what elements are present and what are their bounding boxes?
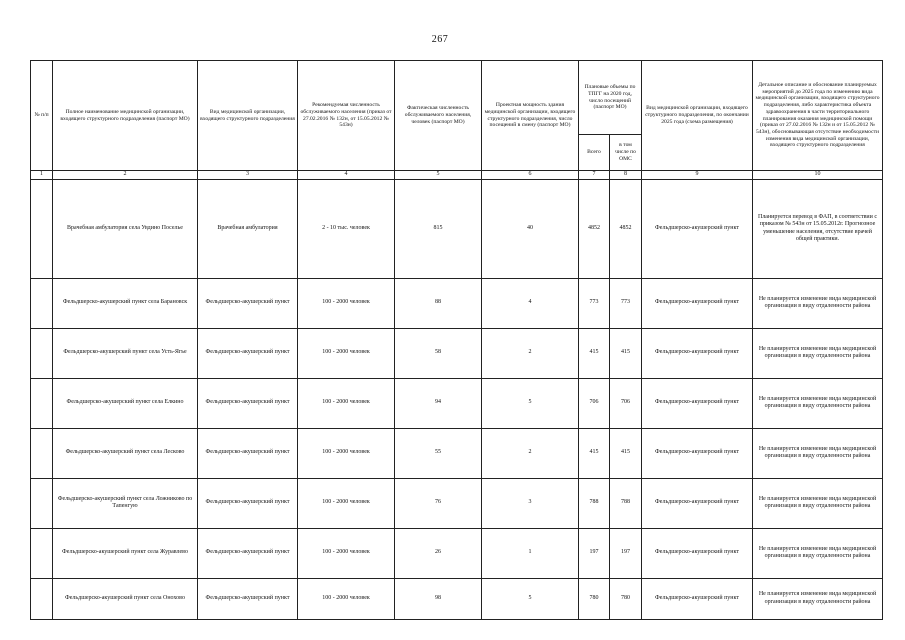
- visits-total-cell: 788: [579, 478, 610, 528]
- facility-type-2025-cell: Фельдшерско-акушерский пункт: [642, 478, 753, 528]
- visits-oms-cell: 4852: [610, 179, 642, 278]
- planned-measures-cell: Не планируется изменение вида медицинской организации в виду отдаленности района: [753, 428, 883, 478]
- column-number: 10: [753, 171, 883, 180]
- actual-population-cell: 26: [395, 528, 482, 578]
- visits-total-cell: 197: [579, 528, 610, 578]
- facility-name-cell: Фельдшерско-акушерский пункт села Барановск: [53, 278, 198, 328]
- table-row: [31, 428, 883, 478]
- page-number: 267: [431, 34, 449, 45]
- actual-population-cell: 88: [395, 278, 482, 328]
- header-description: Детальное описание и обоснование планируемых мероприятий до 2025 года по изменению вида медицинской организации, входящего структурного подразделения, либо характеристика объекта здравоохранения в части территориального планирования оказания медицинской помощи (приказ от 27.02.2016 № 132н и от 15.05.2012 № 543н), обосновывающая отсутствие необходимости изменения вида медицинской организации, входящего структурного подразделения: [753, 61, 883, 171]
- recommended-population-cell: 100 - 2000 человек: [298, 328, 395, 378]
- header-planned-volumes: Плановые объемы по ТПГГ на 2020 год, число посещений (паспорт МО): [579, 61, 642, 135]
- facility-type-cell: Фельдшерско-акушерский пункт: [198, 578, 298, 619]
- header-total: Всего: [579, 135, 610, 171]
- actual-population-cell: 58: [395, 328, 482, 378]
- header-recommended-population: Рекомендуемая численность обслуживаемого населения (приказ от 27.02.2016 № 132н, от 15.05.2012 № 543н): [298, 61, 395, 171]
- recommended-population-cell: 2 - 10 тыс. человек: [298, 179, 395, 278]
- actual-population-cell: 55: [395, 428, 482, 478]
- header-type-2025: Вид медицинской организации, входящего структурного подразделения, по окончании 2025 года (схема размещения): [642, 61, 753, 171]
- planned-measures-cell: Не планируется изменение вида медицинской организации в виду отдаленности района: [753, 378, 883, 428]
- facility-name-cell: Фельдшерско-акушерский пункт села Елкино: [53, 378, 198, 428]
- facility-type-2025-cell: Фельдшерско-акушерский пункт: [642, 179, 753, 278]
- column-number: 4: [298, 171, 395, 180]
- header-number: № п/п: [31, 61, 53, 171]
- column-number: 5: [395, 171, 482, 180]
- design-capacity-cell: 40: [482, 179, 579, 278]
- recommended-population-cell: 100 - 2000 человек: [298, 378, 395, 428]
- column-number: 3: [198, 171, 298, 180]
- planned-measures-cell: Не планируется изменение вида медицинской организации в виду отдаленности района: [753, 528, 883, 578]
- facility-type-cell: Фельдшерско-акушерский пункт: [198, 478, 298, 528]
- column-number: 7: [579, 171, 610, 180]
- design-capacity-cell: 5: [482, 378, 579, 428]
- visits-total-cell: 415: [579, 428, 610, 478]
- visits-total-cell: 415: [579, 328, 610, 378]
- planned-measures-cell: Не планируется изменение вида медицинской организации в виду отдаленности района: [753, 328, 883, 378]
- column-number: 1: [31, 171, 53, 180]
- actual-population-cell: 98: [395, 578, 482, 619]
- design-capacity-cell: 1: [482, 528, 579, 578]
- actual-population-cell: 94: [395, 378, 482, 428]
- row-number-cell: [31, 528, 53, 578]
- column-number: 8: [610, 171, 642, 180]
- row-number-cell: [31, 378, 53, 428]
- visits-total-cell: 706: [579, 378, 610, 428]
- recommended-population-cell: 100 - 2000 человек: [298, 528, 395, 578]
- planned-measures-cell: Не планируется изменение вида медицинской организации в виду отдаленности района: [753, 278, 883, 328]
- design-capacity-cell: 5: [482, 578, 579, 619]
- row-number-cell: [31, 428, 53, 478]
- header-organization-type: Вид медицинской организации, входящего структурного подразделения: [198, 61, 298, 171]
- facility-type-cell: Фельдшерско-акушерский пункт: [198, 428, 298, 478]
- row-number-cell: [31, 179, 53, 278]
- row-number-cell: [31, 478, 53, 528]
- table-row: [31, 328, 883, 378]
- row-number-cell: [31, 278, 53, 328]
- column-number: 2: [53, 171, 198, 180]
- facility-type-2025-cell: Фельдшерско-акушерский пункт: [642, 428, 753, 478]
- table-row: [31, 528, 883, 578]
- recommended-population-cell: 100 - 2000 человек: [298, 428, 395, 478]
- visits-oms-cell: 788: [610, 478, 642, 528]
- facility-name-cell: Фельдшерско-акушерский пункт села Онохово: [53, 578, 198, 619]
- facility-type-2025-cell: Фельдшерско-акушерский пункт: [642, 578, 753, 619]
- header-design-capacity: Проектная мощность здания медицинской организации, входящего структурного подразделения, число посещений в смену (паспорт МО): [482, 61, 579, 171]
- facility-type-2025-cell: Фельдшерско-акушерский пункт: [642, 528, 753, 578]
- header-actual-population: Фактическая численность обслуживаемого населения, человек (паспорт МО): [395, 61, 482, 171]
- visits-oms-cell: 706: [610, 378, 642, 428]
- facility-type-2025-cell: Фельдшерско-акушерский пункт: [642, 328, 753, 378]
- recommended-population-cell: 100 - 2000 человек: [298, 278, 395, 328]
- actual-population-cell: 76: [395, 478, 482, 528]
- facility-table: [30, 60, 883, 620]
- visits-oms-cell: 415: [610, 428, 642, 478]
- row-number-cell: [31, 578, 53, 619]
- table-row: [31, 378, 883, 428]
- visits-oms-cell: 773: [610, 278, 642, 328]
- table-row: [31, 179, 883, 278]
- visits-oms-cell: 780: [610, 578, 642, 619]
- column-number: 6: [482, 171, 579, 180]
- table-row: [31, 278, 883, 328]
- facility-type-cell: Фельдшерско-акушерский пункт: [198, 278, 298, 328]
- recommended-population-cell: 100 - 2000 человек: [298, 578, 395, 619]
- facility-type-cell: Фельдшерско-акушерский пункт: [198, 528, 298, 578]
- facility-type-2025-cell: Фельдшерско-акушерский пункт: [642, 378, 753, 428]
- table-row: [31, 578, 883, 619]
- planned-measures-cell: Не планируется изменение вида медицинской организации в виду отдаленности района: [753, 578, 883, 619]
- facility-type-2025-cell: Фельдшерско-акушерский пункт: [642, 278, 753, 328]
- column-number: 9: [642, 171, 753, 180]
- facility-name-cell: Врачебная амбулатория села Увдино Поселье: [53, 179, 198, 278]
- header-full-name: Полное наименование медицинской организации, входящего структурного подразделения (паспорт МО): [53, 61, 198, 171]
- recommended-population-cell: 100 - 2000 человек: [298, 478, 395, 528]
- planned-measures-cell: Планируется перевод в ФАП, в соответствии с приказом № 543н от 15.05.2012г. Прогнозное уменьшение населения, отсутствие врачей общей практики.: [753, 179, 883, 278]
- column-numbers-row: [31, 171, 883, 180]
- visits-total-cell: 780: [579, 578, 610, 619]
- planned-measures-cell: Не планируется изменение вида медицинской организации в виду отдаленности района: [753, 478, 883, 528]
- facility-name-cell: Фельдшерско-акушерский пункт села Лесково: [53, 428, 198, 478]
- header-oms: в том числе по ОМС: [610, 135, 642, 171]
- design-capacity-cell: 2: [482, 328, 579, 378]
- facility-name-cell: Фельдшерско-акушерский пункт села Журавлево: [53, 528, 198, 578]
- visits-total-cell: 4852: [579, 179, 610, 278]
- row-number-cell: [31, 328, 53, 378]
- table-row: [31, 478, 883, 528]
- actual-population-cell: 815: [395, 179, 482, 278]
- visits-oms-cell: 415: [610, 328, 642, 378]
- facility-name-cell: Фельдшерско-акушерский пункт села Усть-Ягье: [53, 328, 198, 378]
- design-capacity-cell: 2: [482, 428, 579, 478]
- visits-total-cell: 773: [579, 278, 610, 328]
- facility-type-cell: Фельдшерско-акушерский пункт: [198, 328, 298, 378]
- facility-name-cell: Фельдшерско-акушерский пункт села Ложниково по Тапенгую: [53, 478, 198, 528]
- facility-type-cell: Врачебная амбулатория: [198, 179, 298, 278]
- visits-oms-cell: 197: [610, 528, 642, 578]
- facility-type-cell: Фельдшерско-акушерский пункт: [198, 378, 298, 428]
- design-capacity-cell: 3: [482, 478, 579, 528]
- design-capacity-cell: 4: [482, 278, 579, 328]
